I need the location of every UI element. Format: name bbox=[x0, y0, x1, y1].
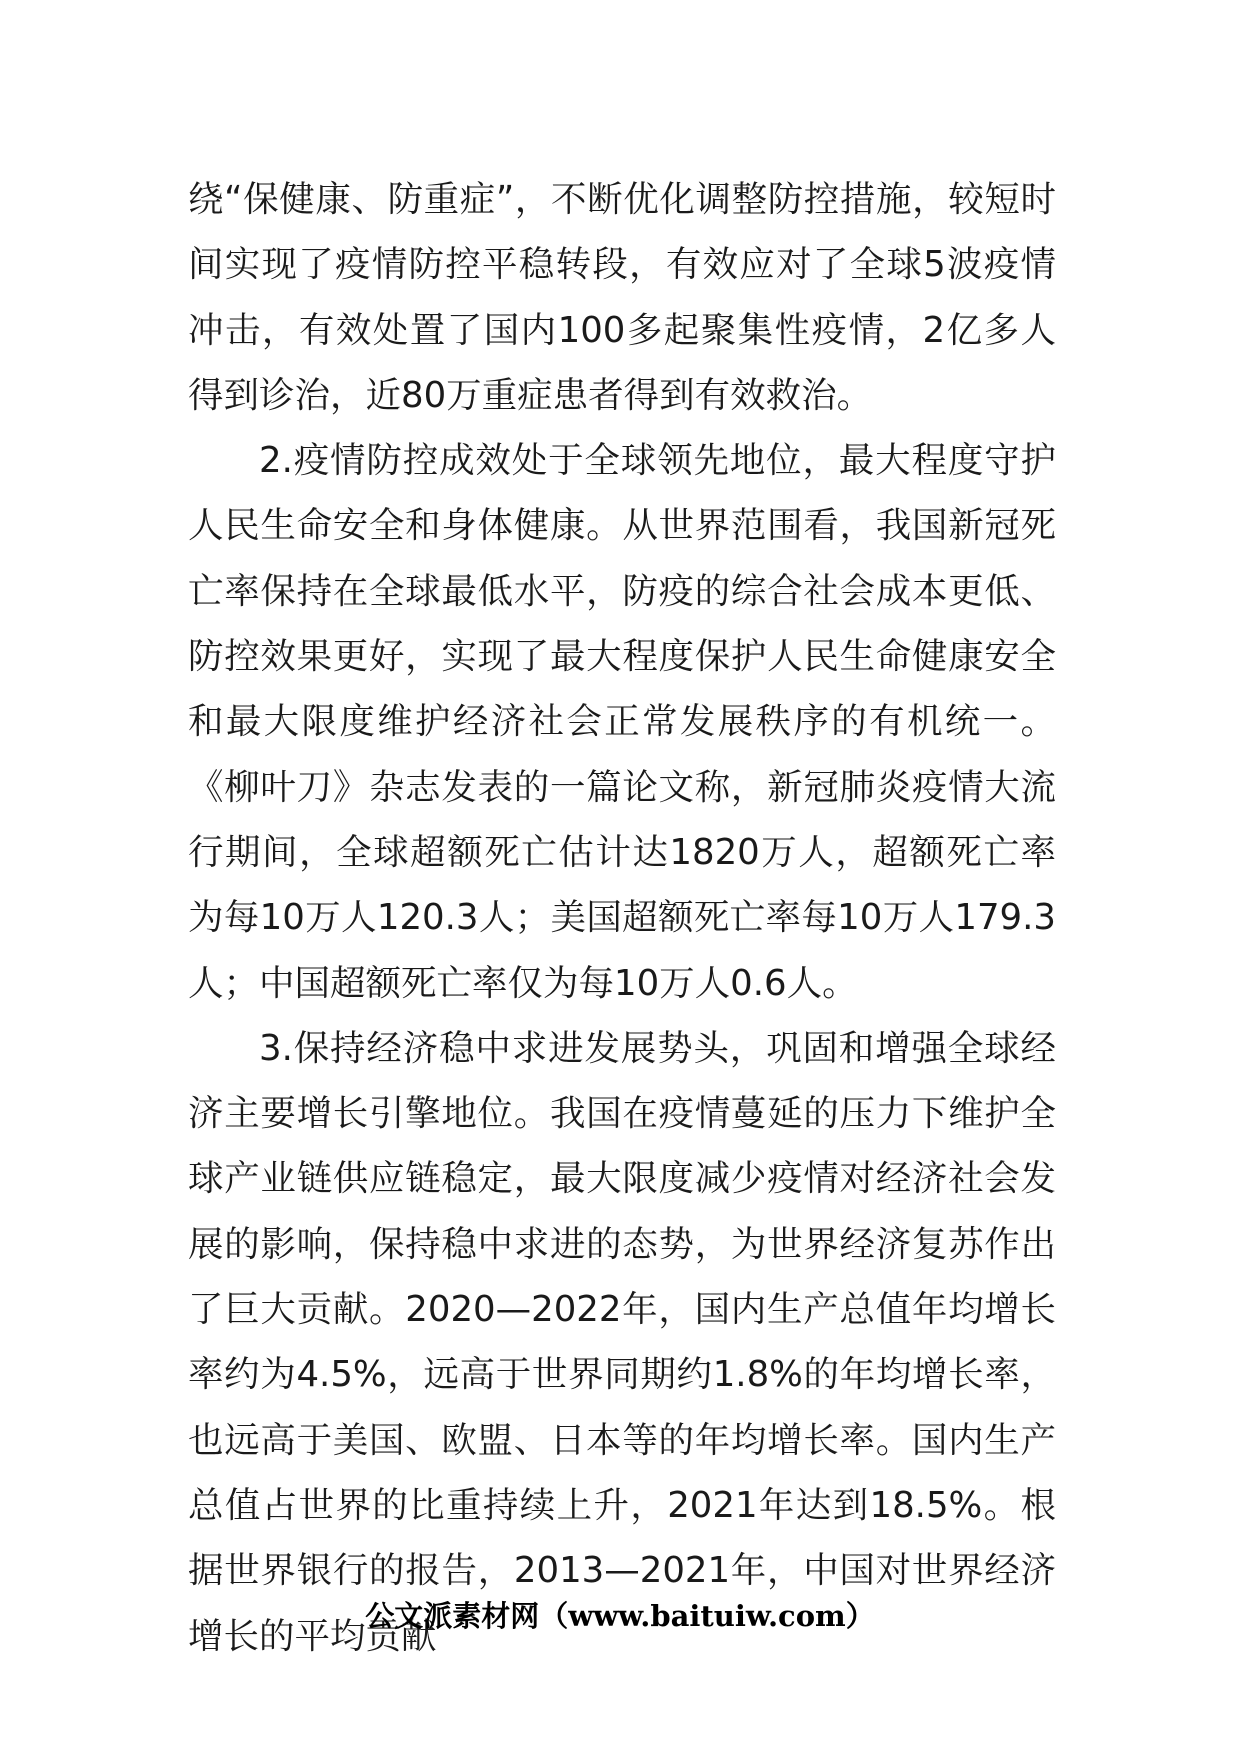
page-footer-watermark: 公文派素材网（www.baituiw.com） bbox=[365, 1599, 875, 1633]
paragraph-2: 2.疫情防控成效处于全球领先地位，最大程度守护人民生命安全和身体健康。从世界范围看，我国新冠死亡率保持在全球最低水平，防疫的综合社会成本更低、防控效果更好，实现了最大程度保护人民生命健康安全和最大限度维护经济社会正常发展秩序的有机统一。《柳叶刀》杂志发表的一篇论文称，新冠肺炎疫情大流行期间，全球超额死亡估计达1820万人，超额死亡率为每10万人120.3人；美国超额死亡率每10万人179.3人；中国超额死亡率仅为每10万人0.6人。 bbox=[188, 440, 1056, 1004]
document-body bbox=[188, 167, 1056, 1669]
paragraph-1: 绕“保健康、防重症”，不断优化调整防控措施，较短时间实现了疫情防控平稳转段，有效应对了全球5波疫情冲击，有效处置了国内100多起聚集性疫情，2亿多人得到诊治，近80万重症患者得到有效救治。 bbox=[188, 179, 1056, 416]
paragraph-3: 3.保持经济稳中求进发展势头，巩固和增强全球经济主要增长引擎地位。我国在疫情蔓延的压力下维护全球产业链供应链稳定，最大限度减少疫情对经济社会发展的影响，保持稳中求进的态势，为世界经济复苏作出了巨大贡献。2020—2022年，国内生产总值年均增长率约为4.5%，远高于世界同期约1.8%的年均增长率，也远高于美国、欧盟、日本等的年均增长率。国内生产总值占世界的比重持续上升，2021年达到18.5%。根据世界银行的报告，2013—2021年，中国对世界经济增长的平均贡献 bbox=[188, 1027, 1056, 1657]
